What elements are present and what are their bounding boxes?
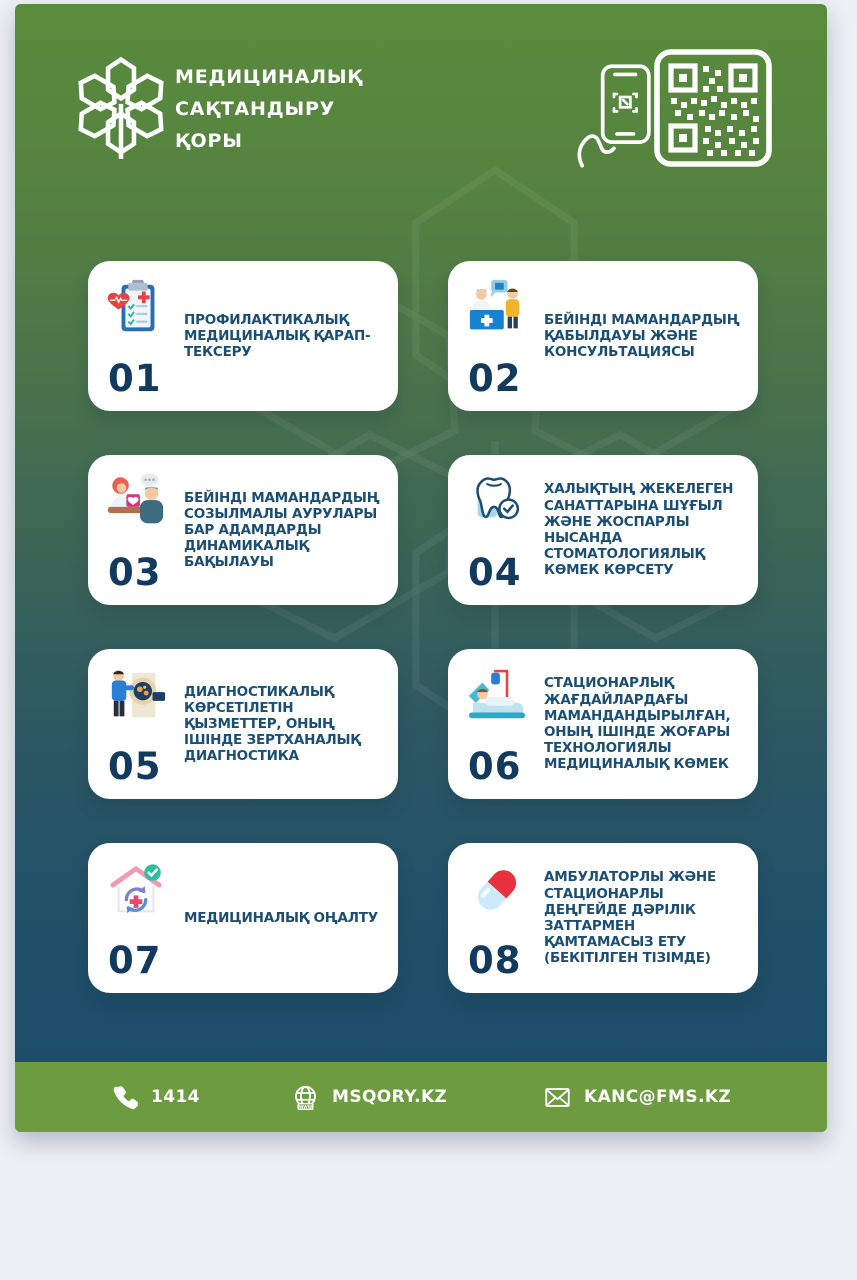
card-number: 08 bbox=[468, 939, 522, 982]
card-title: ДИАГНОСТИКАЛЫҚ КӨРСЕТІЛЕТІН ҚЫЗМЕТТЕР, ОНЫҢ ІШІНДЕ ЗЕРТХАНАЛЫҚ ДИАГНОСТИКА bbox=[184, 683, 361, 765]
service-card-06 bbox=[448, 649, 758, 799]
chronic-patient-monitoring-icon bbox=[106, 471, 168, 533]
service-card-04 bbox=[448, 455, 758, 605]
services-grid bbox=[88, 261, 758, 993]
doctor-consultation-icon bbox=[466, 277, 528, 339]
card-number: 04 bbox=[468, 551, 522, 594]
footer-email bbox=[544, 1062, 731, 1132]
card-number: 06 bbox=[468, 745, 522, 788]
svg-text:WWW: WWW bbox=[298, 1103, 313, 1109]
card-title: АМБУЛАТОРЛЫ ЖӘНЕ СТАЦИОНАРЛЫ ДЕҢГЕЙДЕ ДӘРІЛІК ЗАТТАРМЕН ҚАМТАМАСЫЗ ЕТУ (БЕКІТІЛГЕН ТІЗІМДЕ) bbox=[544, 869, 717, 967]
card-title: ХАЛЫҚТЫҢ ЖЕКЕЛЕГЕН САНАТТАРЫНА ШҰҒЫЛ ЖӘНЕ ЖОСПАРЛЫ НЫСАНДА СТОМАТОЛОГИЯЛЫҚ КӨМЕК КӨРСЕТУ bbox=[544, 481, 734, 579]
globe-www-icon bbox=[292, 1084, 319, 1111]
card-title: ПРОФИЛАКТИКАЛЫҚ МЕДИЦИНАЛЫҚ ҚАРАП-ТЕКСЕРУ bbox=[184, 311, 371, 361]
service-card-03 bbox=[88, 455, 398, 605]
hospital-bed-icon bbox=[466, 665, 528, 727]
card-number: 05 bbox=[108, 745, 162, 788]
home-rehabilitation-icon bbox=[106, 859, 168, 921]
org-name-line: САҚТАНДЫРУ bbox=[175, 98, 336, 120]
lab-diagnostics-icon bbox=[106, 665, 168, 727]
card-number: 02 bbox=[468, 357, 522, 400]
phone-scan-icon bbox=[575, 62, 655, 170]
footer-phone bbox=[111, 1062, 200, 1132]
footer-website bbox=[292, 1062, 447, 1132]
card-number: 01 bbox=[108, 357, 162, 400]
card-number: 07 bbox=[108, 939, 162, 982]
card-title: БЕЙІНДІ МАМАНДАРДЫҢ СОЗЫЛМАЛЫ АУРУЛАРЫ БАР АДАМДАРДЫ ДИНАМИКАЛЫҚ БАҚЫЛАУЫ bbox=[184, 489, 380, 571]
contact-footer bbox=[15, 1062, 827, 1132]
phone-number: 1414 bbox=[151, 1087, 200, 1107]
clipboard-checklist-icon bbox=[106, 277, 168, 339]
service-card-08 bbox=[448, 843, 758, 993]
service-card-02 bbox=[448, 261, 758, 411]
card-number: 03 bbox=[108, 551, 162, 594]
med-insurance-fund-logo-icon bbox=[67, 50, 175, 162]
envelope-icon bbox=[544, 1084, 571, 1111]
service-card-07 bbox=[88, 843, 398, 993]
org-name bbox=[175, 61, 363, 157]
capsule-pill-icon bbox=[466, 859, 528, 921]
tooth-shield-icon bbox=[466, 471, 528, 533]
website-url: MSQORY.KZ bbox=[332, 1087, 448, 1107]
org-name-line: ҚОРЫ bbox=[175, 130, 243, 152]
phone-icon bbox=[111, 1084, 138, 1111]
qr-code bbox=[653, 48, 773, 168]
service-card-05 bbox=[88, 649, 398, 799]
card-title: БЕЙІНДІ МАМАНДАРДЫҢ ҚАБЫЛДАУЫ ЖӘНЕ КОНСУЛЬТАЦИЯСЫ bbox=[544, 311, 740, 361]
infographic-poster bbox=[15, 4, 827, 1132]
card-title: СТАЦИОНАРЛЫҚ ЖАҒДАЙЛАРДАҒЫ МАМАНДАНДЫРЫЛҒАН, ОНЫҢ ІШІНДЕ ЖОҒАРЫ ТЕХНОЛОГИЯЛЫ МЕДИЦИНАЛЫҚ КӨМЕК bbox=[544, 675, 731, 773]
card-title: МЕДИЦИНАЛЫҚ ОҢАЛТУ bbox=[184, 909, 378, 926]
service-card-01 bbox=[88, 261, 398, 411]
org-name-line: МЕДИЦИНАЛЫҚ bbox=[175, 66, 363, 88]
email-address: KANC@FMS.KZ bbox=[584, 1087, 732, 1107]
